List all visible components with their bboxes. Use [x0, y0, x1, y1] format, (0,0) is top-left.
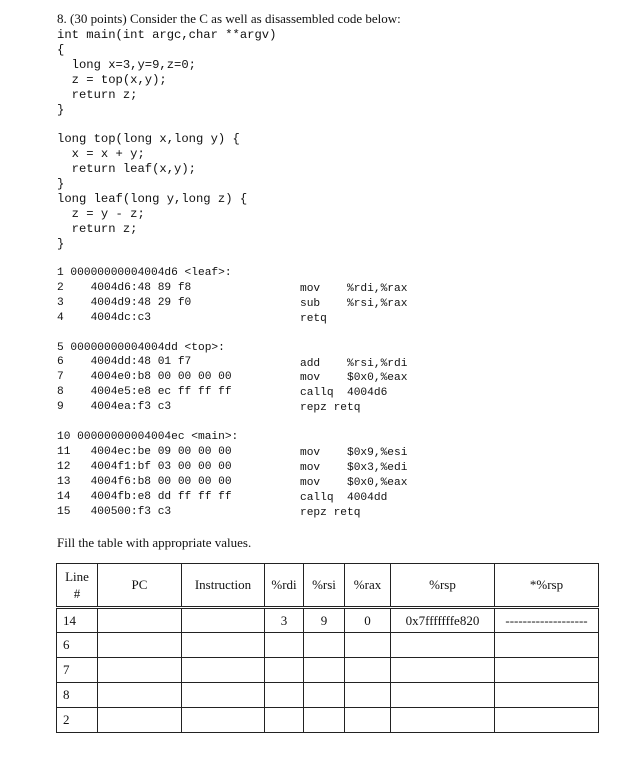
cell-rdi[interactable]: 3	[265, 608, 304, 633]
disassembly-instructions: mov %rdi,%rax sub %rsi,%rax retq add %rsi,%rdi mov $0x0,%eax callq 4004d6 repz retq mov $0x9,%esi mov $0x3,%edi mov $0x0,%eax callq 4004dd repz retq	[300, 283, 408, 519]
cell-pc[interactable]	[98, 658, 182, 683]
cell-rsi[interactable]: 9	[304, 608, 345, 633]
cell-rax[interactable]	[345, 658, 391, 683]
table-row	[57, 658, 599, 683]
cell-line: 8	[57, 683, 98, 708]
table-row	[57, 633, 599, 658]
cell-rsp[interactable]: 0x7fffffffe820	[391, 608, 495, 633]
cell-line: 7	[57, 658, 98, 683]
cell-rsp[interactable]	[391, 683, 495, 708]
cell-instruction[interactable]	[182, 683, 265, 708]
cell-line: 6	[57, 633, 98, 658]
table-row	[57, 708, 599, 733]
table-row	[57, 683, 599, 708]
header-line	[57, 564, 98, 608]
cell-instruction[interactable]	[182, 608, 265, 633]
header-instruction: Instruction	[182, 564, 265, 608]
table-row	[57, 608, 599, 633]
cell-rdi[interactable]	[265, 658, 304, 683]
cell-rdi[interactable]	[265, 708, 304, 733]
cell-rsp[interactable]	[391, 658, 495, 683]
cell-instruction[interactable]	[182, 658, 265, 683]
c-source-code: int main(int argc,char **argv) { long x=3,y=9,z=0; z = top(x,y); return z; } long top(long x,long y) { x = x + y; return leaf(x,y); } long leaf(long y,long z) { z = y - z; return z; }	[57, 28, 277, 251]
question-title: 8. (30 points) Consider the C as well as disassembled code below:	[57, 11, 401, 26]
cell-rsi[interactable]	[304, 658, 345, 683]
cell-rsp[interactable]	[391, 633, 495, 658]
cell-rsp-deref[interactable]	[495, 683, 599, 708]
cell-rax[interactable]	[345, 633, 391, 658]
cell-rsp[interactable]	[391, 708, 495, 733]
cell-rsp-deref[interactable]	[495, 658, 599, 683]
cell-instruction[interactable]	[182, 633, 265, 658]
header-rdi: %rdi	[265, 564, 304, 608]
header-rax: %rax	[345, 564, 391, 608]
header-rsi: %rsi	[304, 564, 345, 608]
cell-rax[interactable]: 0	[345, 608, 391, 633]
header-pc: PC	[98, 564, 182, 608]
header-rsp-deref: *%rsp	[495, 564, 599, 608]
cell-rdi[interactable]	[265, 683, 304, 708]
answer-table	[56, 563, 599, 733]
cell-pc[interactable]	[98, 683, 182, 708]
cell-rsp-deref[interactable]: -------------------	[495, 608, 599, 633]
header-line-text: Line #	[65, 569, 89, 601]
cell-rax[interactable]	[345, 683, 391, 708]
cell-rdi[interactable]	[265, 633, 304, 658]
table-header-row	[57, 564, 599, 608]
cell-line: 2	[57, 708, 98, 733]
cell-rsi[interactable]	[304, 633, 345, 658]
disassembly-addresses: 1 00000000004004d6 <leaf>: 2 4004d6:48 89 f8 3 4004d9:48 29 f0 4 4004dc:c3 5 00000000004004dd <top>: 6 4004dd:48 01 f7 7 4004e0:b8 00 00 00 00 8 4004e5:e8 ec ff ff ff 9 4004ea:f3 c3 10 00000000004004ec <main>: 11 4004ec:be 09 00 00 00 12 4004f1:bf 03 00 00 00 13 4004f6:b8 00 00 00 00 14 4004fb:e8 dd ff ff ff 15 400500:f3 c3	[57, 267, 239, 518]
cell-pc[interactable]	[98, 633, 182, 658]
cell-rsp-deref[interactable]	[495, 633, 599, 658]
cell-line: 14	[57, 608, 98, 633]
cell-rax[interactable]	[345, 708, 391, 733]
cell-rsi[interactable]	[304, 683, 345, 708]
cell-rsi[interactable]	[304, 708, 345, 733]
cell-rsp-deref[interactable]	[495, 708, 599, 733]
cell-pc[interactable]	[98, 708, 182, 733]
fill-instruction: Fill the table with appropriate values.	[57, 535, 252, 550]
header-rsp: %rsp	[391, 564, 495, 608]
cell-instruction[interactable]	[182, 708, 265, 733]
cell-pc[interactable]	[98, 608, 182, 633]
